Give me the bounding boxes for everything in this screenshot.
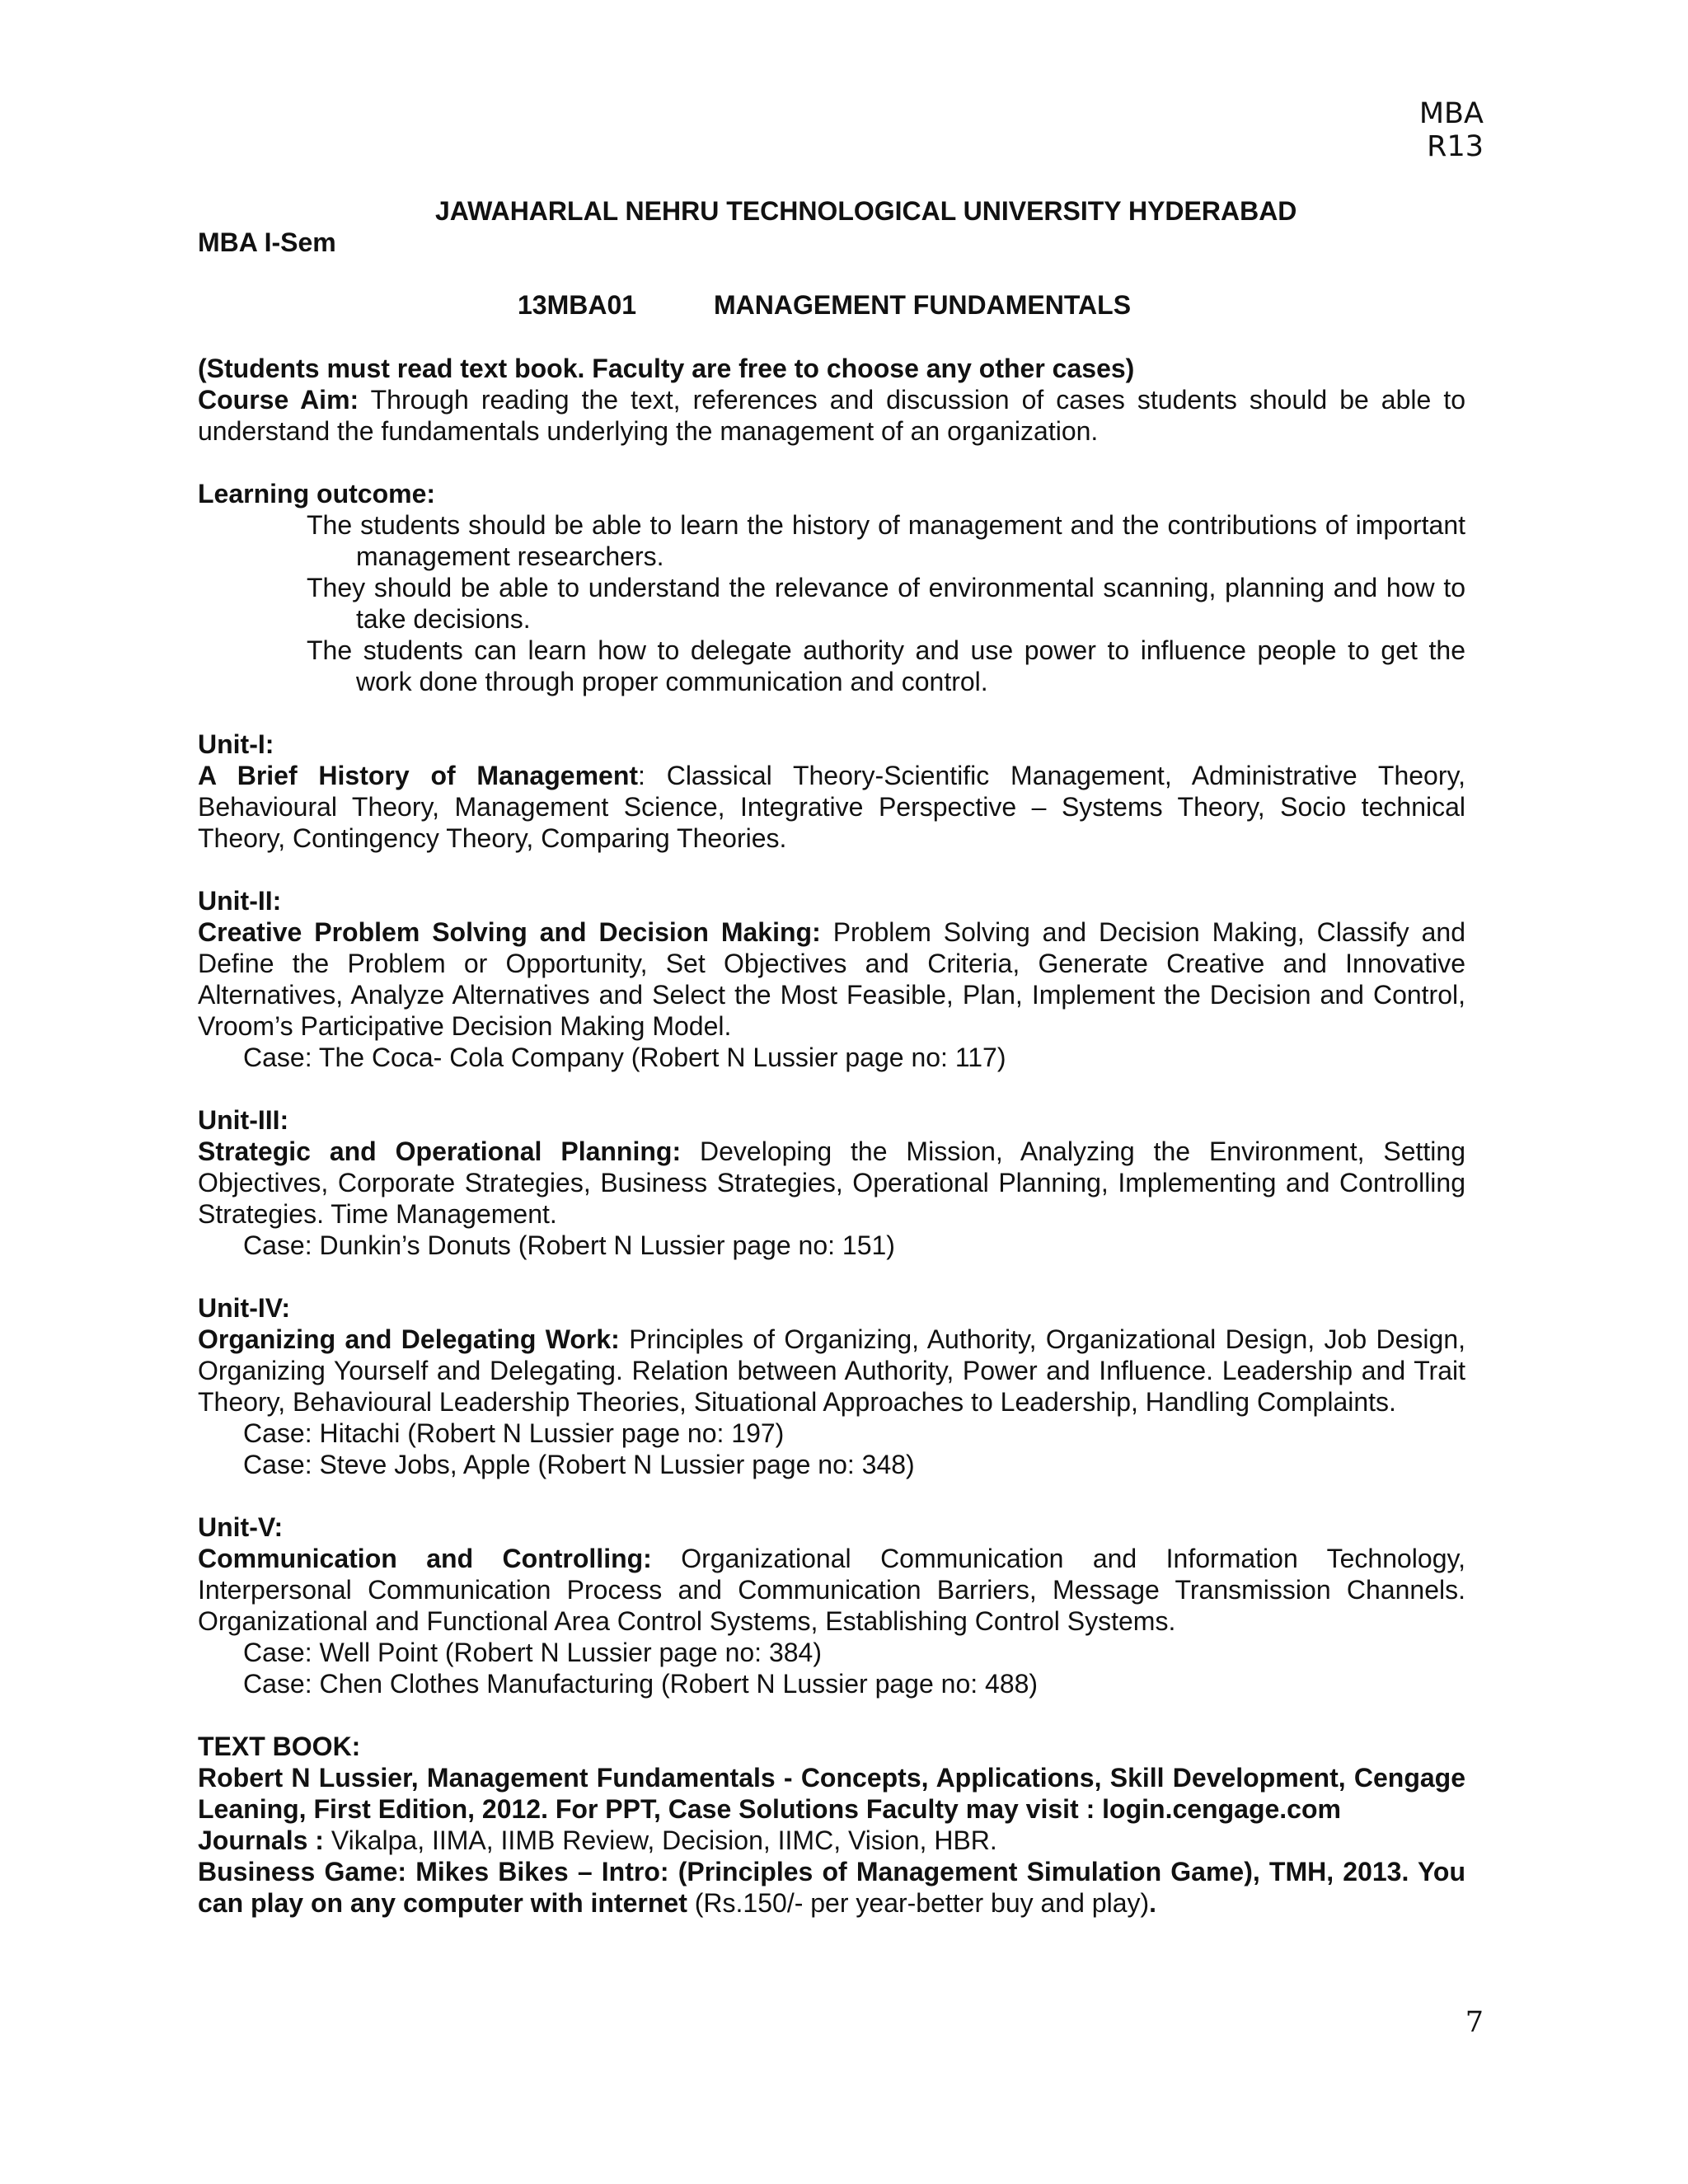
page-number: 7 (1465, 2006, 1484, 2039)
business-game-line (198, 1856, 1465, 1919)
unit-title: Strategic and Operational Planning: (198, 1137, 682, 1166)
unit-heading: Unit-I: (198, 729, 274, 759)
unit-topics: Developing the Mission, Analyzing the Environment, Setting Objectives, Corporate Strategies, Business Strategies, Operational Planning, Implementing and Controlling Strategies. Time Management. (198, 1137, 1466, 1229)
unit-title: Organizing and Delegating Work: (198, 1324, 620, 1354)
learning-outcome-item: The students can learn how to delegate authority and use power to influence people to get the work done through proper communication and control. (307, 635, 1465, 696)
unit-topics: Classical Theory-Scientific Management, Administrative Theory, Behavioural Theory, Management Science, Integrative Perspective – Systems Theory, Socio technical Theory, Contingency Theory, Comparing Theories. (198, 761, 1466, 853)
unit-case: Case: Steve Jobs, Apple (Robert N Lussier page no: 348) (243, 1450, 915, 1479)
learning-outcome-item: The students should be able to learn the history of management and the contributions of important management researchers. (307, 510, 1465, 571)
unit-title: Creative Problem Solving and Decision Making: (198, 917, 821, 947)
business-game-end: . (1149, 1888, 1157, 1918)
unit-heading: Unit-IV: (198, 1293, 290, 1323)
course-aim-text: Through reading the text, references and discussion of cases students should be able to understand the fundamentals underlying the management of an organization. (198, 385, 1466, 446)
unit-heading: Unit-V: (198, 1512, 284, 1542)
unit-title: Communication and Controlling: (198, 1544, 652, 1573)
semester-label: MBA I-Sem (198, 227, 336, 257)
unit-description (198, 1324, 1465, 1418)
unit-topics: Problem Solving and Decision Making, Classify and Define the Problem or Opportunity, Set Objectives and Criteria, Generate Creative and Innovative Alternatives, Analyze Alternatives and Select the Most Feasible, Plan, Implement the Decision and Control, Vroom’s Participative Decision Making Model. (198, 917, 1466, 1041)
syllabus-content (198, 353, 1465, 1919)
course-aim (198, 384, 1465, 447)
unit-title-sep: : (638, 761, 645, 790)
journals-line (198, 1825, 1465, 1856)
journals-list: Vikalpa, IIMA, IIMB Review, Decision, IIMC, Vision, HBR. (323, 1825, 997, 1855)
unit-heading: Unit-III: (198, 1105, 289, 1135)
unit-topics: Principles of Organizing, Authority, Organizational Design, Job Design, Organizing Yourself and Delegating. Relation between Authority, Power and Influence. Leadership and Trait Theory, Behavioural Leadership Theories, Situational Approaches to Leadership, Handling Complaints. (198, 1324, 1466, 1417)
unit-description (198, 916, 1465, 1042)
program-code: MBA R13 (1418, 97, 1484, 163)
unit-topics: Organizational Communication and Information Technology, Interpersonal Communication Process and Communication Barriers, Message Transmission Channels. Organizational and Functional Area Control Systems, Establishing Control Systems. (198, 1544, 1466, 1636)
unit-title: A Brief History of Management (198, 761, 639, 790)
course-aim-label: Course Aim: (198, 385, 359, 415)
learning-outcome-heading: Learning outcome: (198, 479, 436, 509)
course-code: 13MBA01 (518, 290, 637, 320)
university-name: JAWAHARLAL NEHRU TECHNOLOGICAL UNIVERSITY HYDERABAD (435, 196, 1297, 226)
unit-case: Case: Dunkin’s Donuts (Robert N Lussier page no: 151) (243, 1230, 895, 1260)
unit-description (198, 1136, 1465, 1230)
text-book-heading: TEXT BOOK: (198, 1732, 361, 1761)
text-book-reference: Robert N Lussier, Management Fundamentals - Concepts, Applications, Skill Development, Cengage Leaning, First Edition, 2012. For PPT, Case Solutions Faculty may visit : login.cengage.com (198, 1763, 1465, 1824)
learning-outcome-list (198, 509, 1465, 697)
business-game-title: Business Game: Mikes Bikes – Intro: (Principles of Management Simulation Game), TMH, 2013. You can play on any computer with internet (198, 1857, 1465, 1918)
unit-description (198, 760, 1465, 854)
journals-label: Journals : (198, 1825, 324, 1855)
unit-case: Case: The Coca- Cola Company (Robert N Lussier page no: 117) (243, 1043, 1006, 1072)
business-game-price: (Rs.150/- per year-better buy and play) (687, 1888, 1150, 1918)
unit-case: Case: Chen Clothes Manufacturing (Robert N Lussier page no: 488) (243, 1669, 1039, 1699)
unit-case: Case: Well Point (Robert N Lussier page no: 384) (243, 1638, 822, 1667)
unit-case: Case: Hitachi (Robert N Lussier page no: 197) (243, 1418, 785, 1448)
course-title: MANAGEMENT FUNDAMENTALS (714, 290, 1132, 320)
unit-heading: Unit-II: (198, 886, 282, 916)
learning-outcome-item: They should be able to understand the relevance of environmental scanning, planning and how to take decisions. (307, 573, 1465, 634)
unit-description (198, 1543, 1465, 1637)
course-note: (Students must read text book. Faculty are free to choose any other cases) (198, 354, 1135, 383)
